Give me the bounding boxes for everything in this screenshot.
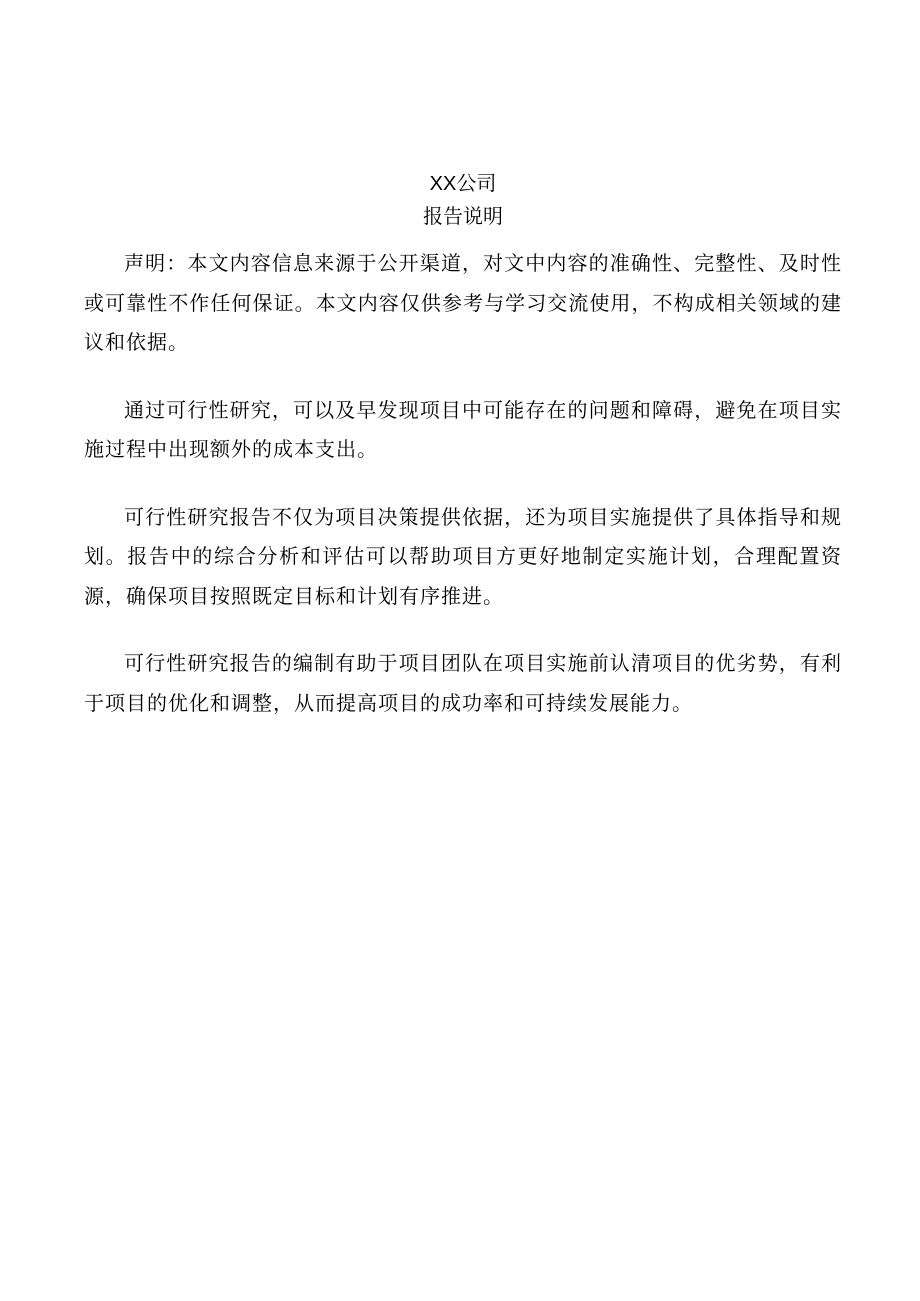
company-name: XX公司: [429, 173, 497, 195]
body-paragraph: 可行性研究报告不仅为项目决策提供依据，还为项目实施提供了具体指导和规划。报告中的综合分析和评估可以帮助项目方更好地制定实施计划，合理配置资源，确保项目按照既定目标和计划有序推进。: [84, 504, 842, 608]
disclaimer-paragraph: 声明：本文内容信息来源于公开渠道，对文中内容的准确性、完整性、及时性或可靠性不作任何保证。本文内容仅供参考与学习交流使用，不构成相关领域的建议和依据。: [84, 251, 842, 354]
document-title: 报告说明: [423, 204, 503, 228]
body-paragraph: 通过可行性研究，可以及早发现项目中可能存在的问题和障碍，避免在项目实施过程中出现额外的成本支出。: [84, 397, 842, 461]
body-paragraph: 可行性研究报告的编制有助于项目团队在项目实施前认清项目的优劣势，有利于项目的优化和调整，从而提高项目的成功率和可持续发展能力。: [84, 651, 842, 715]
document-page: [84, 168, 842, 723]
